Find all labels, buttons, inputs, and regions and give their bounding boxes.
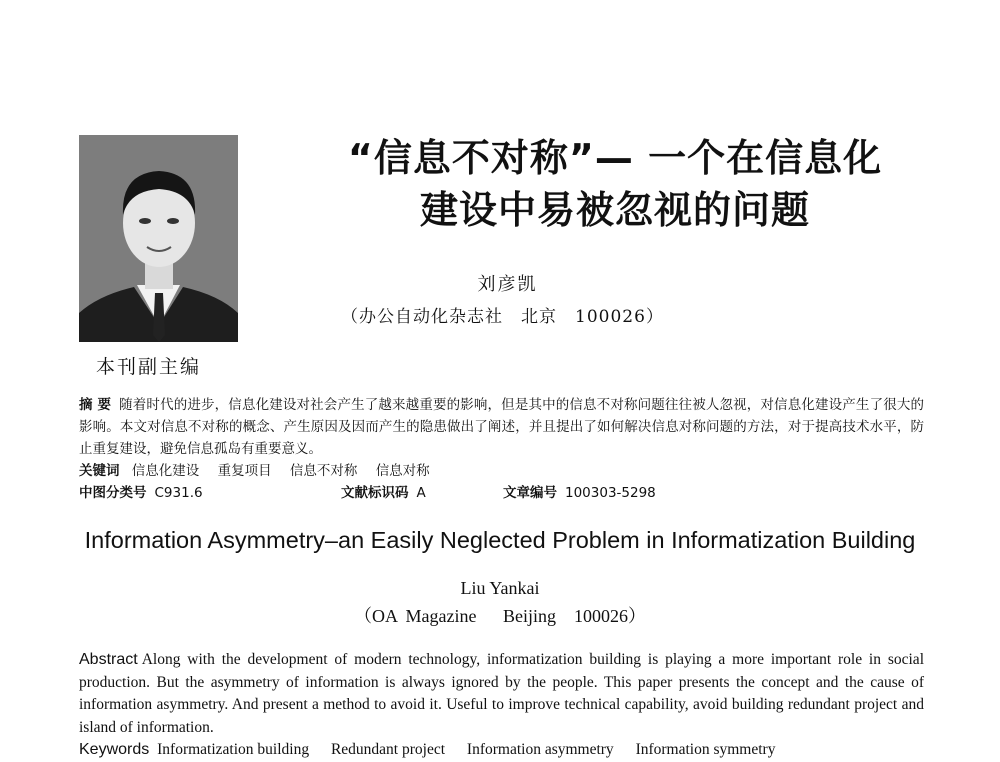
abstract-text-cn: 随着时代的进步，信息化建设对社会产生了越来越重要的影响，但是其中的信息不对称问题往往被人忽视，对信息化建设产生了很大的影响。本文对信息不对称的概念、产生原因及因而产生的隐患做出了阐述，并且提出了如何解决信息对称问题的方法，对于提高技术水平，防止重复建设，避免信息孤岛有重要意义。 <box>79 397 925 457</box>
author-name-cn: 刘彦凯 <box>477 274 538 295</box>
article-number-label: 文章编号 <box>503 485 557 501</box>
keyword-cn: 信息化建设 <box>131 463 200 479</box>
paper-title-cn <box>280 132 950 236</box>
abstract-en <box>79 649 924 739</box>
author-affiliation-cn: （办公自动化杂志社 北京 100026） <box>341 307 664 327</box>
author-photo <box>79 135 238 342</box>
photo-caption: 本刊副主编 <box>96 356 202 378</box>
clc-number <box>79 482 341 504</box>
keyword-en: Informatization building <box>157 741 310 758</box>
paper-title-en: Information Asymmetry–an Easily Neglected Problem in Informatization Building <box>84 527 916 553</box>
keywords-label-cn: 关键词 <box>79 463 120 479</box>
keyword-en: Information asymmetry <box>466 741 614 758</box>
abstract-label-en: Abstract <box>79 651 138 668</box>
keyword-cn: 重复项目 <box>217 463 272 479</box>
author-name-en: Liu Yankai <box>460 578 540 598</box>
abstract-section-cn <box>79 394 924 504</box>
title-line-2: 建设中易被忽视的问题 <box>419 188 810 232</box>
abstract-text-en: Along with the development of modern technology, informatization building is playing a more important role in social production. But the asymmetry of information is always ignored by the people. This paper presents the concept and the cause of information asymmetry. And present a method to avoid it. Useful to improve technical capability, avoid building redundant project and island of information. <box>79 651 924 736</box>
keyword-cn: 信息不对称 <box>289 463 358 479</box>
title-line-1: “信息不对称”— 一个在信息化 <box>347 136 883 180</box>
keywords-label-en: Keywords <box>79 741 150 758</box>
keywords-cn <box>79 460 924 482</box>
classification-row <box>79 482 924 504</box>
abstract-cn <box>79 394 924 460</box>
document-code <box>341 482 503 504</box>
keyword-cn: 信息对称 <box>375 463 430 479</box>
portrait-image <box>79 135 238 342</box>
clc-label: 中图分类号 <box>79 485 147 501</box>
abstract-section-en <box>79 649 924 762</box>
document-code-label: 文献标识码 <box>341 485 409 501</box>
document-code-value: A <box>416 485 426 501</box>
author-affiliation-en: （OA Magazine Beijing 100026） <box>354 606 646 626</box>
article-number-value: 100303-5298 <box>565 485 656 501</box>
article-number <box>503 482 656 504</box>
keyword-en: Redundant project <box>330 741 446 758</box>
keywords-en <box>79 739 924 762</box>
keyword-en: Information symmetry <box>635 741 776 758</box>
clc-value: C931.6 <box>154 485 203 501</box>
abstract-label-cn: 摘 要 <box>79 397 112 413</box>
